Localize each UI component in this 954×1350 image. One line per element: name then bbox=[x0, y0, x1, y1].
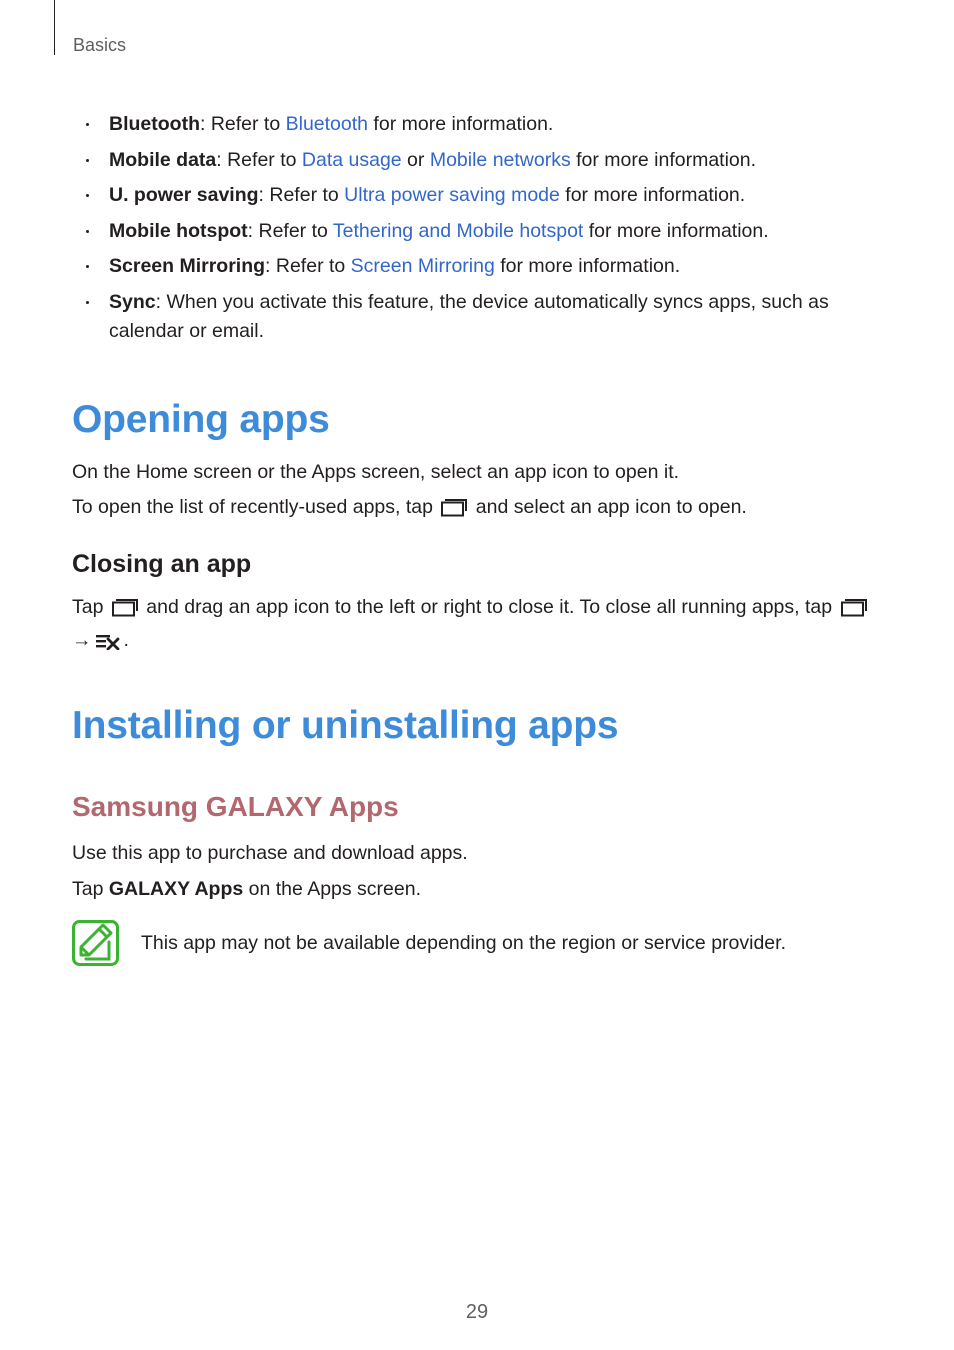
page-number: 29 bbox=[465, 1301, 489, 1323]
galaxy-apps-name: GALAXY Apps bbox=[108, 878, 244, 900]
subsection-title-closing-an-app: Closing an app bbox=[72, 550, 252, 578]
link-ultra-power-saving-mode[interactable]: Ultra power saving mode bbox=[344, 184, 560, 206]
arrow-glyph: → bbox=[72, 629, 92, 651]
list-item: Mobile data: Refer to Data usage or Mobile networks for more information. bbox=[72, 146, 872, 175]
recent-apps-icon bbox=[112, 597, 138, 626]
page-margin-rule bbox=[54, 0, 55, 55]
galaxy-apps-paragraph-1: Use this app to purchase and download apps. bbox=[72, 842, 468, 864]
recent-apps-icon bbox=[841, 597, 867, 626]
term: U. power saving bbox=[109, 184, 259, 206]
term: Sync bbox=[109, 290, 156, 313]
link-screen-mirroring[interactable]: Screen Mirroring bbox=[350, 255, 495, 277]
term: Mobile data bbox=[109, 148, 217, 171]
list-item: Bluetooth: Refer to Bluetooth for more information. bbox=[72, 110, 872, 139]
recent-apps-icon bbox=[441, 497, 467, 526]
list-item: Screen Mirroring: Refer to Screen Mirroring for more information. bbox=[72, 252, 872, 281]
link-bluetooth[interactable]: Bluetooth bbox=[285, 113, 369, 135]
note-text: This app may not be available depending on the region or service provider. bbox=[141, 932, 786, 954]
section-title-installing-apps: Installing or uninstalling apps bbox=[72, 704, 619, 747]
opening-apps-paragraph-1: On the Home screen or the Apps screen, select an app icon to open it. bbox=[72, 461, 680, 483]
running-header: Basics bbox=[73, 35, 127, 55]
term: Bluetooth bbox=[109, 113, 200, 135]
opening-apps-paragraph-2: To open the list of recently-used apps, tap and select an app icon to open. bbox=[72, 493, 747, 526]
list-item: Sync: When you activate this feature, the device automatically syncs apps, such as calendar or email. bbox=[72, 288, 872, 346]
link-tethering-and-mobile-hotspot[interactable]: Tethering and Mobile hotspot bbox=[332, 219, 584, 242]
list-item: Mobile hotspot: Refer to Tethering and Mobile hotspot for more information. bbox=[72, 217, 872, 246]
list-item: U. power saving: Refer to Ultra power saving mode for more information. bbox=[72, 181, 872, 210]
link-data-usage[interactable]: Data usage bbox=[301, 148, 402, 171]
term: Screen Mirroring bbox=[109, 255, 266, 277]
section-title-opening-apps: Opening apps bbox=[72, 398, 330, 441]
galaxy-apps-paragraph-2: Tap GALAXY Apps on the Apps screen. bbox=[72, 878, 422, 900]
note-pencil-icon bbox=[72, 920, 119, 966]
term: Mobile hotspot bbox=[109, 219, 248, 242]
closing-app-paragraph: Tap and drag an app icon to the left or right to close it. To close all running apps, tap → . bbox=[72, 593, 872, 659]
settings-bullet-list bbox=[72, 110, 872, 352]
close-all-icon bbox=[95, 630, 121, 659]
link-mobile-networks[interactable]: Mobile networks bbox=[429, 148, 571, 171]
subsection-title-samsung-galaxy-apps: Samsung GALAXY Apps bbox=[72, 791, 399, 822]
